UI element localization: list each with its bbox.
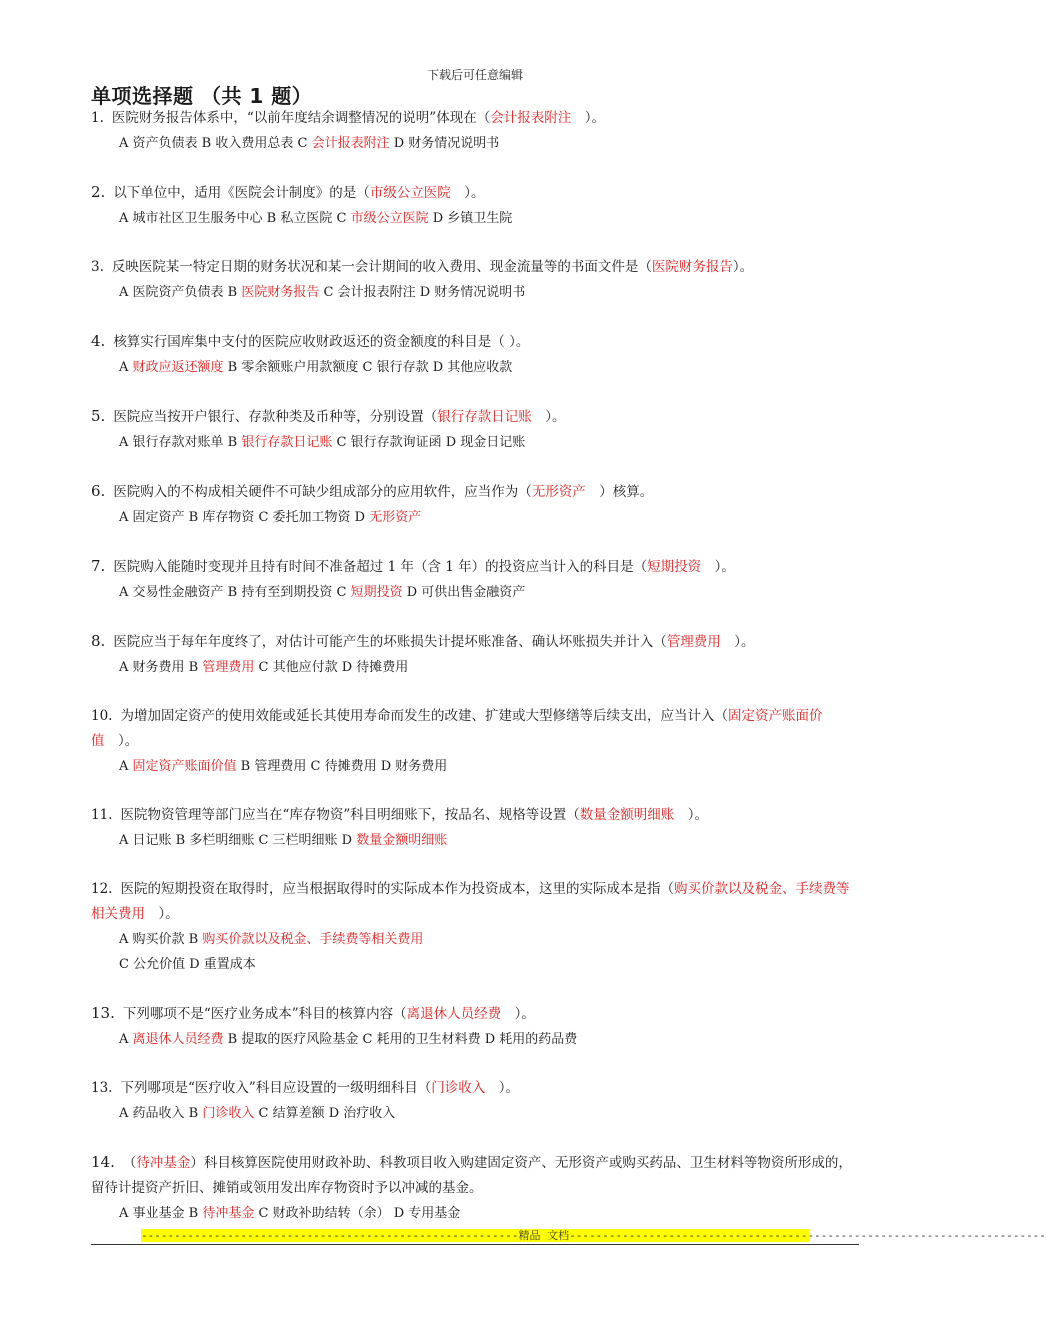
option-text: D 乡镇卫生院 <box>428 211 513 226</box>
question-number: 6. <box>91 482 106 500</box>
question-stem <box>91 106 861 131</box>
option-text: A 固定资产 B 库存物资 C 委托加工物资 D <box>119 510 370 525</box>
answer-text: 短期投资 <box>647 559 702 575</box>
option-text: D 可供出售金融资产 <box>402 585 526 600</box>
options-line <box>91 1101 861 1126</box>
question-text: ）。 <box>531 409 566 425</box>
question-stem <box>91 704 861 754</box>
question-item <box>91 629 861 680</box>
correct-option-text: 会计报表附注 <box>311 136 390 151</box>
question-item <box>91 803 861 853</box>
question-text: ）。 <box>104 733 139 749</box>
question-text: ）。 <box>485 1080 520 1096</box>
answer-text: 购买价款以及税金、手续费等相关费用 <box>91 881 850 922</box>
question-number: 5. <box>91 407 106 425</box>
question-text: ）。 <box>674 807 709 823</box>
question-number: 3. <box>91 259 104 275</box>
question-text: 医院应当按开户银行、存款种类及币种等，分别设置（ <box>113 409 438 425</box>
option-text: A <box>119 759 133 774</box>
correct-option-text: 固定资产账面价值 <box>132 759 237 774</box>
option-text: C 银行存款询证函 D 现金日记账 <box>332 435 526 450</box>
question-stem <box>91 255 861 280</box>
answer-text: 银行存款日记账 <box>437 409 532 425</box>
answer-text: 待冲基金 <box>136 1155 191 1171</box>
question-text: 核算实行国库集中支付的医院应收财政返还的资金额度的科目是（ ）。 <box>113 334 530 350</box>
option-text: B 零余额账户用款额度 C 银行存款 D 其他应收款 <box>223 360 513 375</box>
options-line <box>91 655 861 680</box>
correct-option-text: 门诊收入 <box>202 1106 255 1121</box>
question-text: （ <box>122 1155 137 1171</box>
answer-text: 数量金额明细账 <box>579 807 675 823</box>
answer-text: 管理费用 <box>666 634 721 650</box>
option-text: A <box>119 360 133 375</box>
question-text: 下列哪项是“医疗收入”科目应设置的一级明细科目（ <box>120 1080 432 1096</box>
question-number: 11. <box>91 807 113 823</box>
footer-band: ---------------------------------------------------------精品 文档------------------------------------------------------------------------ <box>141 1229 1046 1242</box>
question-item <box>91 106 861 156</box>
option-text: A 城市社区卫生服务中心 B 私立医院 C <box>119 211 351 226</box>
question-number: 7. <box>91 557 106 575</box>
options-line <box>91 206 861 231</box>
question-number: 4. <box>91 332 106 350</box>
option-text: A 财务费用 B <box>119 660 203 675</box>
question-text: 医院购入的不构成相关硬件不可缺少组成部分的应用软件，应当作为（ <box>113 484 532 500</box>
question-stem <box>91 877 861 927</box>
option-text: A 购买价款 B <box>119 932 203 947</box>
question-text: ）。 <box>501 1006 535 1022</box>
correct-option-text: 待冲基金 <box>202 1206 255 1221</box>
correct-option-text: 银行存款日记账 <box>241 435 333 450</box>
option-text: A 日记账 B 多栏明细账 C 三栏明细账 D <box>119 833 357 848</box>
question-number: 8. <box>91 632 106 650</box>
question-item <box>91 877 861 977</box>
option-text: A <box>119 1032 133 1047</box>
question-item <box>91 554 861 605</box>
question-stem <box>91 803 861 828</box>
question-stem <box>91 1150 861 1201</box>
option-text: C 会计报表附注 D 财务情况说明书 <box>319 285 526 300</box>
option-text: C 结算差额 D 治疗收入 <box>254 1106 396 1121</box>
answer-text: 无形资产 <box>531 484 586 500</box>
option-text: C 财政补助结转（余） D 专用基金 <box>254 1206 461 1221</box>
question-text: 医院应当于每年年度终了，对估计可能产生的坏账损失计提坏账准备、确认坏账损失并计入（ <box>113 634 667 650</box>
question-item <box>91 329 861 380</box>
question-text: 医院财务报告体系中，“以前年度结余调整情况的说明”体现在（ <box>111 110 491 126</box>
question-item <box>91 1076 861 1126</box>
options-line <box>91 952 861 977</box>
question-stem <box>91 404 861 430</box>
question-text: 为增加固定资产的使用效能或延长其使用寿命而发生的改建、扩建或大型修缮等后续支出，应当计入（ <box>120 708 728 724</box>
options-line <box>91 355 861 380</box>
question-text: ）。 <box>571 110 605 126</box>
header-note: 下载后可任意编辑 <box>426 68 523 82</box>
correct-option-text: 数量金额明细账 <box>356 833 448 848</box>
question-text: ）。 <box>701 559 735 575</box>
question-text: ）。 <box>732 259 754 275</box>
question-stem <box>91 1001 861 1027</box>
options-line <box>91 828 861 853</box>
question-text: 医院购入能随时变现并且持有时间不准备超过 1 年（含 1 年）的投资应当计入的科目是（ <box>113 559 648 575</box>
option-text: A 医院资产负债表 B <box>119 285 242 300</box>
footer-divider <box>91 1244 859 1245</box>
options-line <box>91 927 861 952</box>
option-text: B 管理费用 C 待摊费用 D 财务费用 <box>236 759 448 774</box>
options-line <box>91 430 861 455</box>
question-item <box>91 255 861 305</box>
option-text: A 资产负债表 B 收入费用总表 C <box>119 136 312 151</box>
question-item <box>91 1001 861 1052</box>
question-text: ）。 <box>450 185 485 201</box>
options-line <box>91 1201 861 1226</box>
answer-text: 固定资产账面价值 <box>91 708 823 749</box>
question-number: 14. <box>91 1153 115 1171</box>
options-line <box>91 580 861 605</box>
answer-text: 离退休人员经费 <box>406 1006 502 1022</box>
options-line <box>91 505 861 530</box>
question-item <box>91 704 861 779</box>
question-item <box>91 180 861 231</box>
options-line <box>91 1027 861 1052</box>
question-stem <box>91 479 861 505</box>
question-text: 以下单位中，适用《医院会计制度》的是（ <box>113 185 370 201</box>
question-text: 下列哪项不是“医疗业务成本”科目的核算内容（ <box>122 1006 407 1022</box>
answer-text: 门诊收入 <box>431 1080 486 1096</box>
question-list <box>91 106 861 1226</box>
correct-option-text: 短期投资 <box>350 585 403 600</box>
question-stem <box>91 1076 861 1101</box>
question-text: ）。 <box>145 906 179 922</box>
correct-option-text: 市级公立医院 <box>350 211 429 226</box>
question-text: ）核算。 <box>585 484 654 500</box>
correct-option-text: 医院财务报告 <box>241 285 320 300</box>
question-item <box>91 479 861 530</box>
section-title: 单项选择题 （共 1 题） <box>91 84 313 108</box>
correct-option-text: 离退休人员经费 <box>132 1032 224 1047</box>
options-line <box>91 131 861 156</box>
option-text: B 提取的医疗风险基金 C 耗用的卫生材料费 D 耗用的药品费 <box>223 1032 578 1047</box>
question-text: 反映医院某一特定日期的财务状况和某一会计期间的收入费用、现金流量等的书面文件是（ <box>111 259 652 275</box>
question-text: 医院物资管理等部门应当在“库存物资”科目明细账下，按品名、规格等设置（ <box>120 807 580 823</box>
correct-option-text: 管理费用 <box>202 660 255 675</box>
question-stem <box>91 180 861 206</box>
question-item <box>91 404 861 455</box>
option-text: C 公允价值 D 重置成本 <box>119 957 256 972</box>
answer-text: 市级公立医院 <box>369 185 451 201</box>
option-text: D 财务情况说明书 <box>389 136 500 151</box>
question-item <box>91 1150 861 1226</box>
option-text: A 银行存款对账单 B <box>119 435 242 450</box>
option-text: A 事业基金 B <box>119 1206 203 1221</box>
question-text: 医院的短期投资在取得时，应当根据取得时的实际成本作为投资成本，这里的实际成本是指（ <box>120 881 674 897</box>
option-text: A 交易性金融资产 B 持有至到期投资 C <box>119 585 351 600</box>
answer-text: 医院财务报告 <box>651 259 733 275</box>
question-number: 2. <box>91 183 106 201</box>
option-text: C 其他应付款 D 待摊费用 <box>254 660 409 675</box>
question-number: 13. <box>91 1080 113 1096</box>
answer-text: 会计报表附注 <box>490 110 572 126</box>
question-number: 12. <box>91 881 113 897</box>
question-text: ）。 <box>720 634 755 650</box>
correct-option-text: 购买价款以及税金、手续费等相关费用 <box>202 932 424 947</box>
options-line <box>91 280 861 305</box>
question-text: ）科目核算医院使用财政补助、科教项目收入购建固定资产、无形资产或购买药品、卫生材料等物资所形成的，留待计提资产折旧、摊销或领用发出库存物资时予以冲减的基金。 <box>91 1155 852 1196</box>
question-number: 13. <box>91 1004 115 1022</box>
question-number: 10. <box>91 708 113 724</box>
options-line <box>91 754 861 779</box>
option-text: A 药品收入 B <box>119 1106 203 1121</box>
question-stem <box>91 629 861 655</box>
question-stem <box>91 329 861 355</box>
correct-option-text: 无形资产 <box>369 510 422 525</box>
question-stem <box>91 554 861 580</box>
correct-option-text: 财政应返还额度 <box>132 360 224 375</box>
question-number: 1. <box>91 110 104 126</box>
